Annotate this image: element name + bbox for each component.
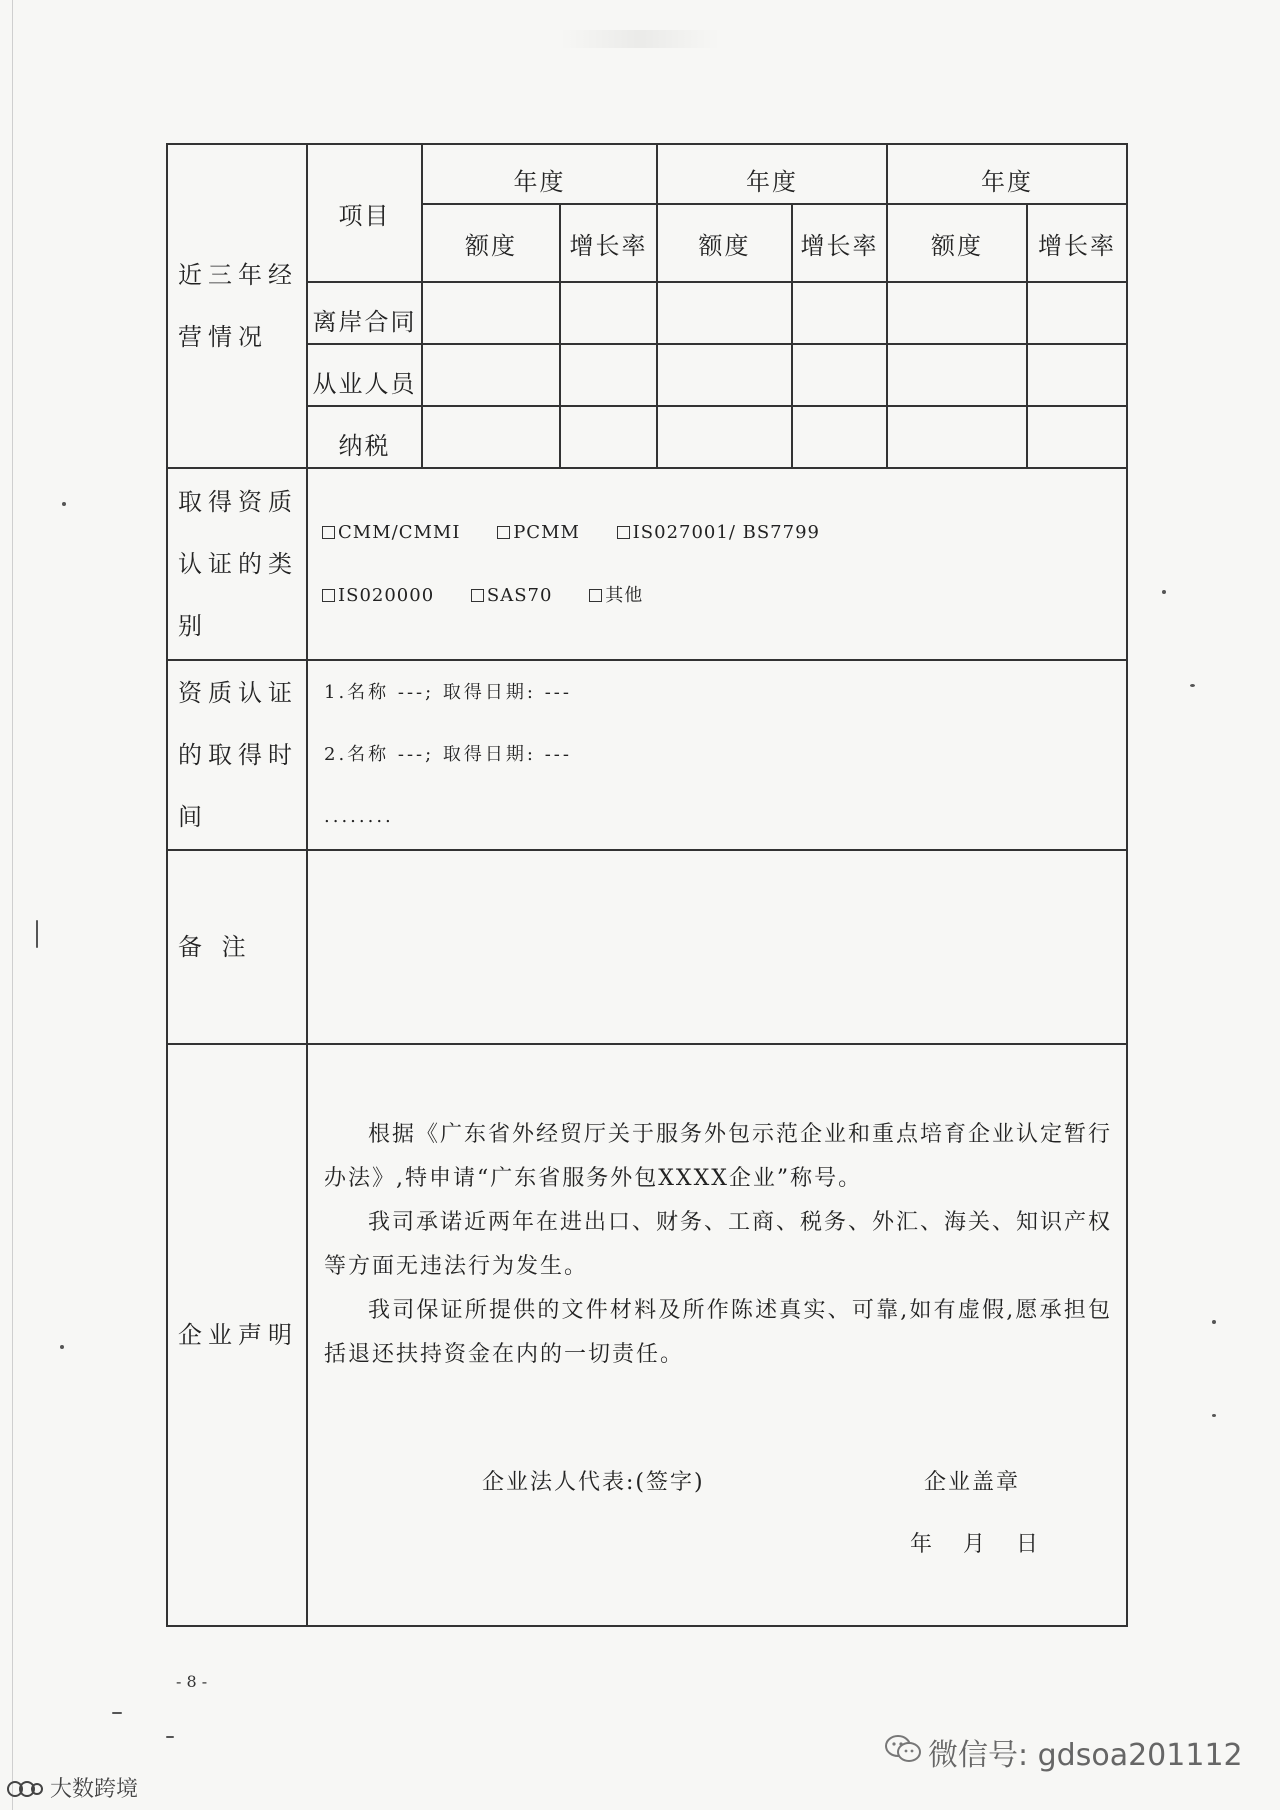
input-cell[interactable] [792,344,887,406]
year-header-1: 年度 [422,144,657,204]
certification-options-cell [307,468,1127,660]
faint-header-smudge [560,30,720,48]
declaration-paragraph-3: 我司保证所提供的文件材料及所作陈述真实、可靠,如有虚假,愿承担包括退还扶持资金在内的一切责任。 [324,1298,1112,1367]
option-pcmm[interactable]: PCMM [497,522,580,543]
certification-entry-1: 1.名称 ---; 取得日期: --- [324,682,572,703]
logo-watermark-text: 大数跨境 [50,1777,139,1802]
certification-types-label: 取得资质认证的类别 [167,468,307,660]
declaration-cell [307,1044,1127,1626]
logo-watermark [6,1772,138,1803]
scan-speck [60,1345,64,1349]
checkbox-icon[interactable] [322,589,335,602]
certification-types-row [167,468,1127,660]
input-cell[interactable] [887,406,1027,468]
checkbox-icon[interactable] [322,526,335,539]
certification-dates-row [167,660,1127,850]
option-cmm[interactable]: CMM/CMMI [322,522,460,543]
year-header-3: 年度 [887,144,1127,204]
checkbox-icon[interactable] [589,589,602,602]
input-cell[interactable] [1027,406,1127,468]
scan-speck [1212,1414,1216,1417]
growth-header-3: 增长率 [1027,204,1127,282]
input-cell[interactable] [792,406,887,468]
company-seal[interactable]: 企业盖章 [924,1470,1021,1495]
certification-options-row-2 [308,581,1126,607]
growth-header-1: 增长率 [560,204,657,282]
option-other[interactable]: 其他 [589,585,643,606]
input-cell[interactable] [657,344,792,406]
growth-header-2: 增长率 [792,204,887,282]
application-form-table [166,143,1128,1627]
scan-speck [1212,1320,1216,1324]
table-row [167,344,1127,406]
input-cell[interactable] [792,282,887,344]
declaration-paragraph-1: 根据《广东省外经贸厅关于服务外包示范企业和重点培育企业认定暂行办法》,特申请“广东省服务外包XXXX企业”称号。 [324,1122,1113,1191]
page-number: - 8 - [176,1672,208,1691]
scan-speck [112,1712,122,1714]
row-label-offshore-contracts: 离岸合同 [307,282,422,344]
input-cell[interactable] [657,406,792,468]
page-edge-line [12,0,13,1810]
checkbox-icon[interactable] [617,526,630,539]
input-cell[interactable] [887,344,1027,406]
signature-row [324,1465,1112,1505]
option-sas70[interactable]: SAS70 [471,585,553,606]
input-cell[interactable] [422,406,560,468]
input-cell[interactable] [560,406,657,468]
operations-section-label: 近三年经营情况 [167,144,307,468]
declaration-row [167,1044,1127,1626]
certification-dates-label: 资质认证的取得时间 [167,660,307,850]
input-cell[interactable] [422,344,560,406]
wechat-watermark: 微信号: gdsoa201112 [928,1738,1243,1773]
scan-speck [166,1736,174,1738]
checkbox-icon[interactable] [497,526,510,539]
certification-dates-cell[interactable] [307,660,1127,850]
scan-speck [62,502,66,506]
input-cell[interactable] [560,344,657,406]
option-iso20000[interactable]: IS020000 [322,585,434,606]
item-header: 项目 [307,144,422,282]
remarks-field[interactable] [307,850,1127,1044]
row-label-employees: 从业人员 [307,344,422,406]
input-cell[interactable] [657,282,792,344]
legal-representative-signature[interactable]: 企业法人代表:(签字) [482,1470,705,1495]
input-cell[interactable] [422,282,560,344]
logo-icon [6,1778,44,1800]
remarks-label: 备 注 [167,850,307,1044]
input-cell[interactable] [560,282,657,344]
checkbox-icon[interactable] [471,589,484,602]
year-header-2: 年度 [657,144,887,204]
certification-ellipsis: ........ [324,806,394,827]
input-cell[interactable] [1027,282,1127,344]
amount-header-3: 额度 [887,204,1027,282]
row-label-taxes: 纳税 [307,406,422,468]
declaration-label: 企业声明 [167,1044,307,1626]
remarks-row [167,850,1127,1044]
input-cell[interactable] [1027,344,1127,406]
option-iso27001[interactable]: IS027001/ BS7799 [617,522,820,543]
scan-speck [1162,590,1166,594]
certification-options-row-1 [308,522,1126,543]
date-line: 年 月 日 [910,1532,1040,1557]
certification-entry-2: 2.名称 ---; 取得日期: --- [324,744,572,765]
table-row [167,282,1127,344]
amount-header-1: 额度 [422,204,560,282]
scan-speck [1190,684,1195,687]
table-row [167,406,1127,468]
operations-year-row [167,144,1127,204]
declaration-paragraph-2: 我司承诺近两年在进出口、财务、工商、税务、外汇、海关、知识产权等方面无违法行为发生。 [324,1210,1113,1279]
input-cell[interactable] [887,282,1027,344]
amount-header-2: 额度 [657,204,792,282]
scan-speck [36,920,38,948]
